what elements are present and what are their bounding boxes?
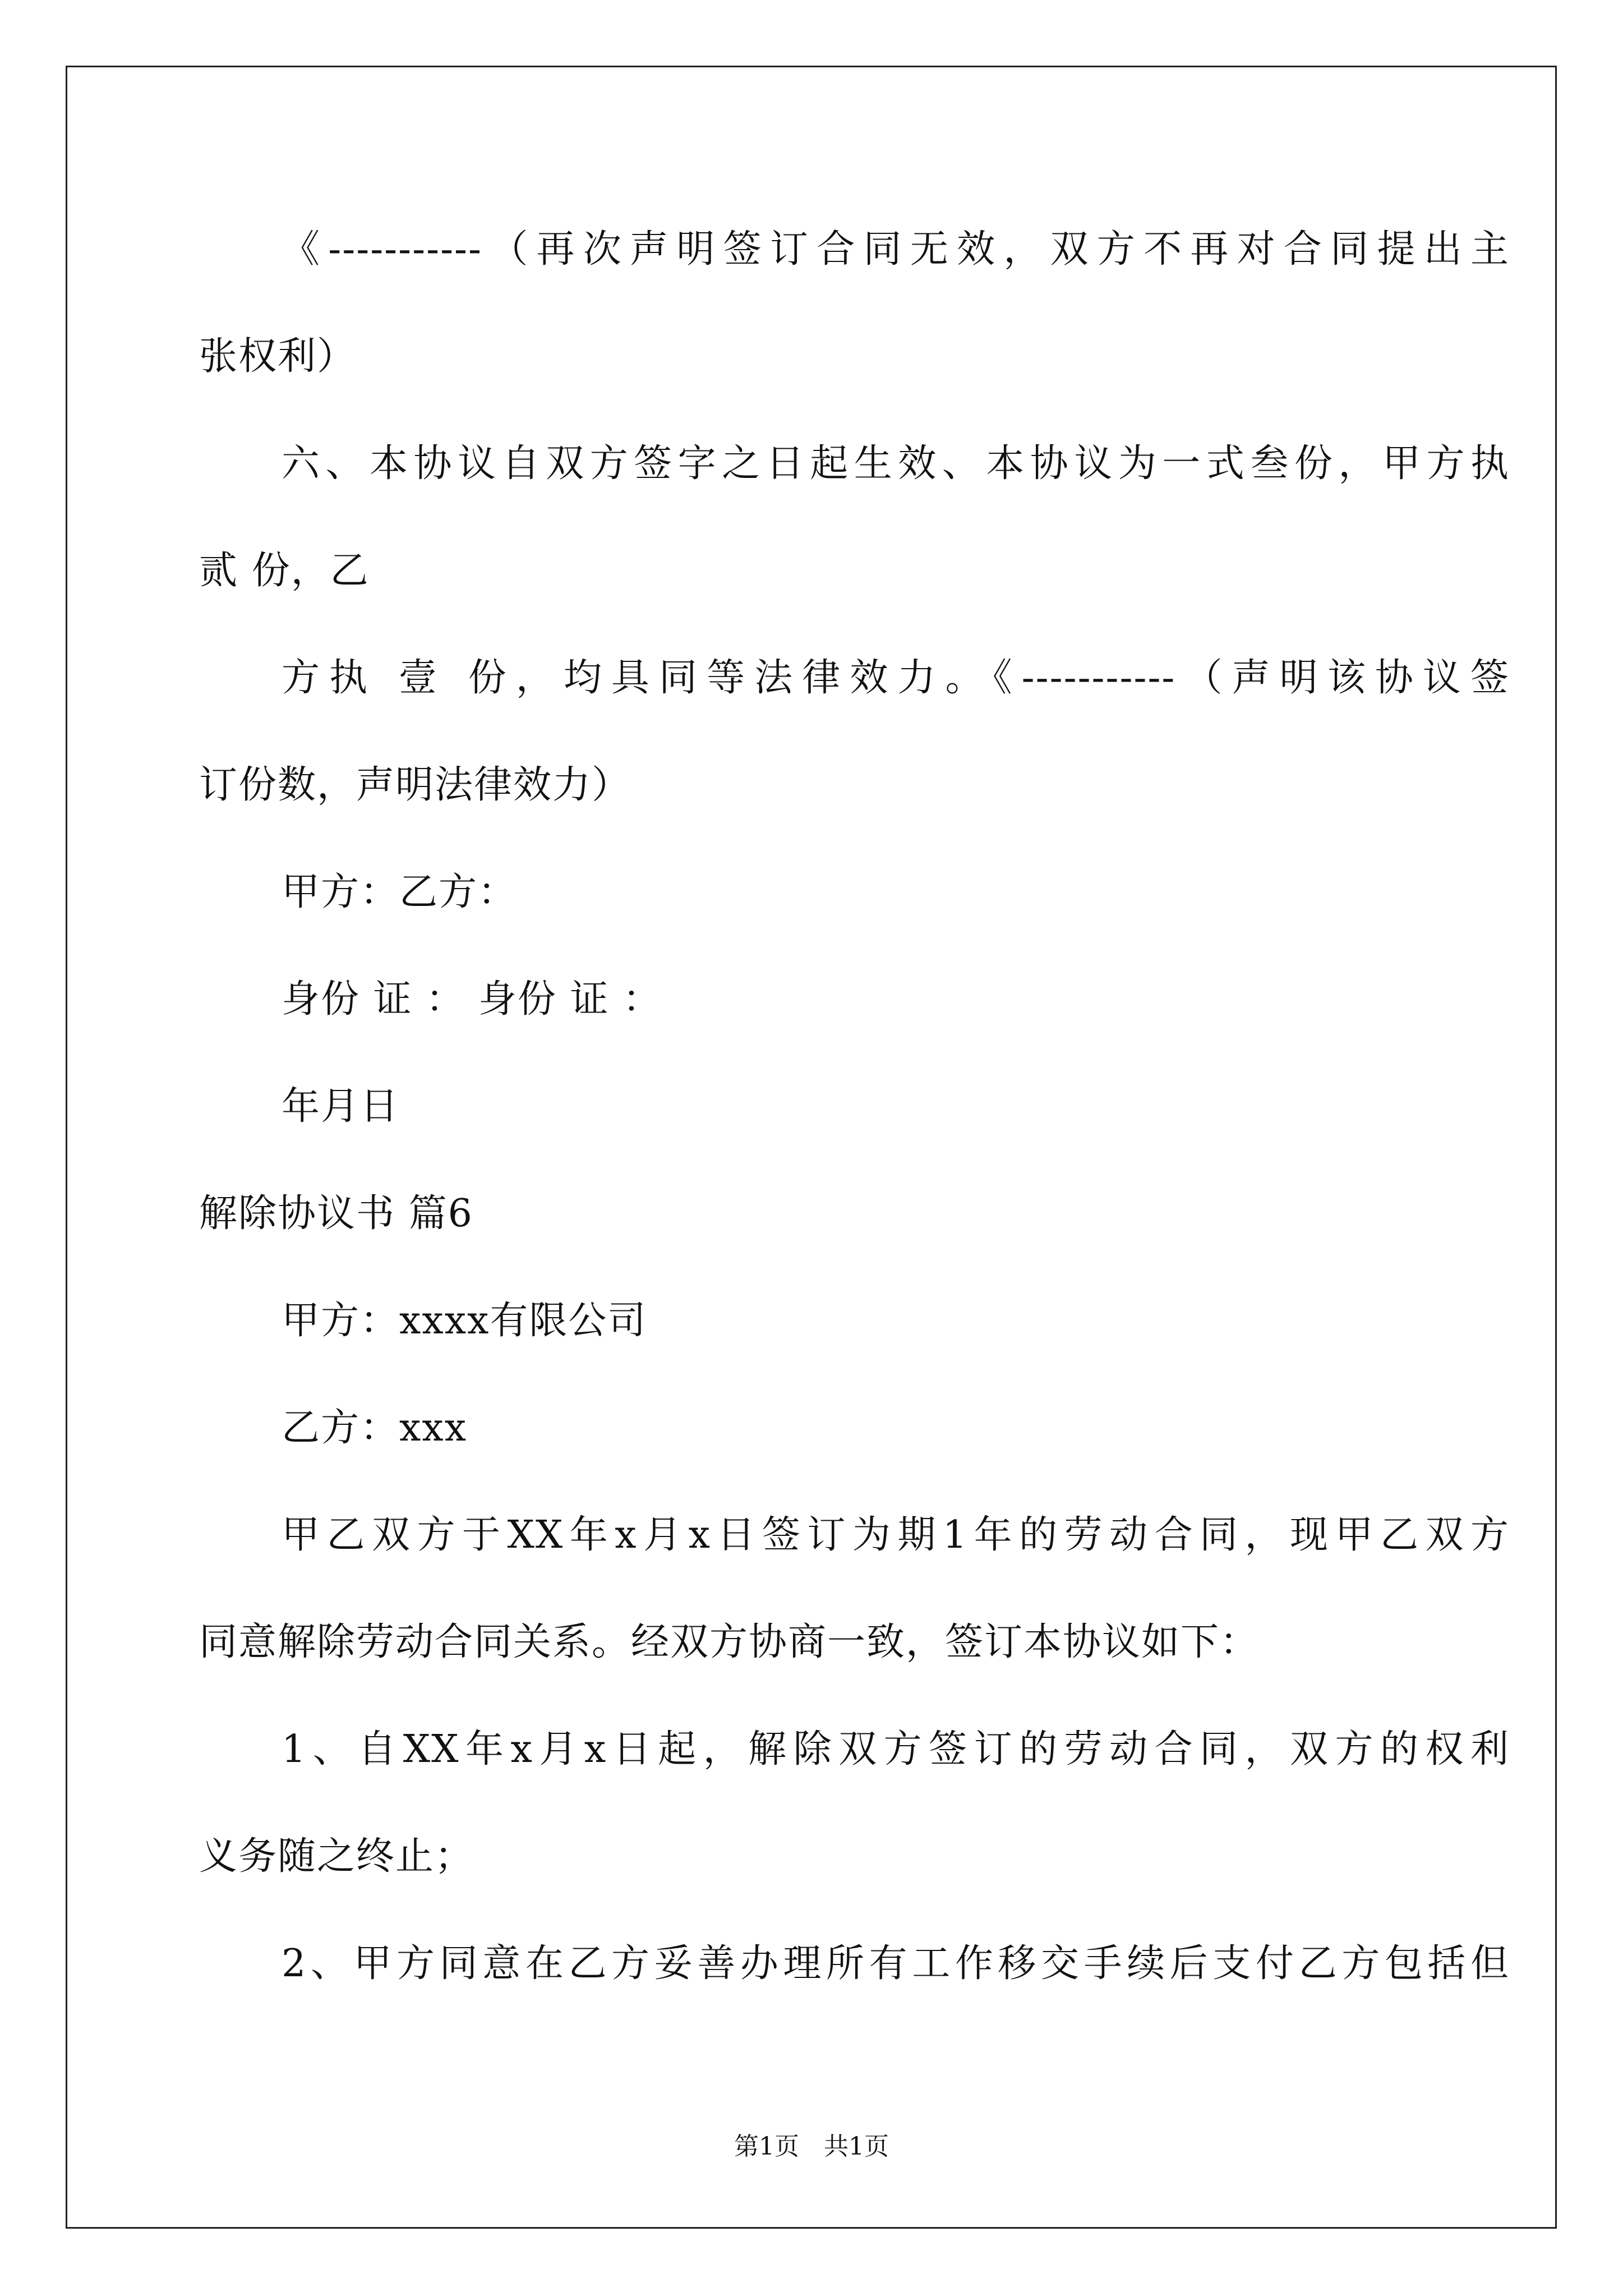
paragraph-line-8: 身份 证 ： 身份 证 ： xyxy=(282,977,662,1022)
page-footer: 第1页 共1页 xyxy=(734,2132,889,2161)
paragraph-line-6: 订份数，声明法律效力） xyxy=(199,763,631,807)
paragraph-line-12: 乙方：xxx xyxy=(282,1406,468,1450)
paragraph-line-15: 1、自XX年x月x日起，解除双方签订的劳动合同，双方的权利 xyxy=(282,1727,1510,1772)
paragraph-line-4: 贰 份，乙 xyxy=(199,549,370,593)
paragraph-line-5: 方执 壹 份，均具同等法律效力。《-----------（声明该协议签 xyxy=(282,656,1510,700)
paragraph-line-17: 2、甲方同意在乙方妥善办理所有工作移交手续后支付乙方包括但 xyxy=(282,1941,1510,1986)
paragraph-line-7: 甲方：乙方： xyxy=(282,870,518,914)
paragraph-line-1: 《-----------（再次声明签订合同无效，双方不再对合同提出主 xyxy=(282,227,1510,272)
paragraph-line-3: 六、本协议自双方签字之日起生效、本协议为一式叁份，甲方执 xyxy=(282,441,1510,486)
paragraph-line-16: 义务随之终止； xyxy=(199,1834,474,1879)
paragraph-line-11: 甲方：xxxx有限公司 xyxy=(282,1299,647,1343)
paragraph-line-14: 同意解除劳动合同关系。经双方协商一致，签订本协议如下： xyxy=(199,1620,1260,1664)
paragraph-line-2: 张权利） xyxy=(199,334,357,379)
section-heading: 解除协议书 篇6 xyxy=(199,1191,473,1236)
page-border xyxy=(66,66,1557,2229)
paragraph-line-9: 年月日 xyxy=(282,1084,400,1129)
paragraph-line-13: 甲乙双方于XX年x月x日签订为期1年的劳动合同，现甲乙双方 xyxy=(282,1513,1510,1557)
